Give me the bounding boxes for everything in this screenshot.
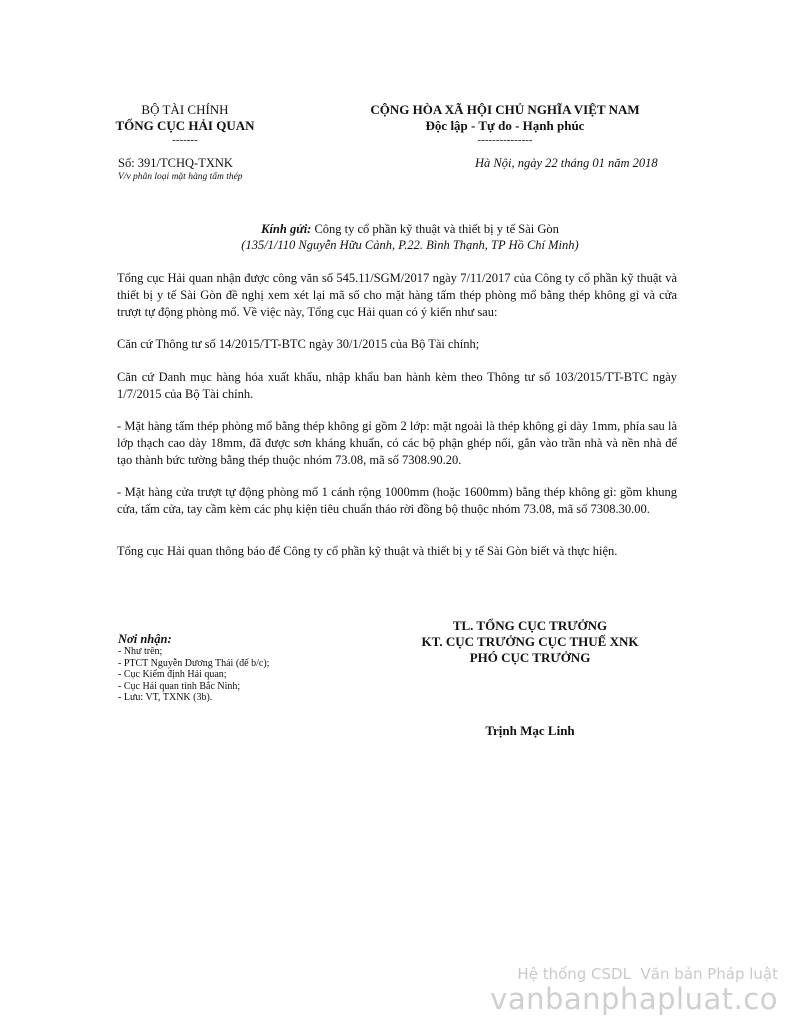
signature-line-2: KT. CỤC TRƯỞNG CỤC THUẾ XNK (421, 634, 639, 649)
paragraph-intro: Tổng cục Hải quan nhận được công văn số 545.11/SGM/2017 ngày 7/11/2017 của Công ty cổ phần kỹ thuật và thiết bị y tế Sài Gòn đề nghị xem xét lại mã số cho mặt hàng tấm thép phòng mổ bằng thép không gỉ và cửa trượt tự động phòng mổ. Về việc này, Tổng cục Hải quan có ý kiến như sau: (117, 271, 677, 319)
header-right (355, 102, 655, 147)
paragraph-item-steel-panel: - Mặt hàng tấm thép phòng mổ bằng thép không gỉ gồm 2 lớp: mặt ngoài là thép không gỉ dày 1mm, phía sau là lớp thạch cao dày 18mm, đã được sơn kháng khuẩn, có các bộ phận ghép nối, gắn vào trần nhà và nền nhà để tạo thành bức tường bằng thép thuộc nhóm 73.08, mã số 7308.90.20. (117, 419, 677, 467)
motto: Độc lập - Tự do - Hạnh phúc (425, 118, 585, 133)
document-subject: V/v phân loại mặt hàng tấm thép (118, 172, 243, 182)
document-number: Số: 391/TCHQ-TXNK (118, 156, 233, 170)
list-item: - Cục Kiểm định Hải quan; (118, 669, 227, 680)
department-name: TỔNG CỤC HẢI QUAN (115, 118, 255, 133)
watermark-line-2: vanbanphapluat.co (490, 982, 778, 1016)
list-item: - Như trên; (118, 646, 163, 657)
header-right-rule: --------------- (477, 134, 533, 146)
watermark-line-1: Hệ thống CSDL Văn bản Pháp luật (517, 965, 778, 983)
paragraph-conclusion: Tổng cục Hải quan thông báo để Công ty cổ phần kỹ thuật và thiết bị y tế Sài Gòn biết và thực hiện. (117, 544, 618, 558)
recipient-name: Công ty cổ phần kỹ thuật và thiết bị y tế Sài Gòn (314, 222, 559, 236)
signature-line-3: PHÓ CỤC TRƯỞNG (469, 650, 591, 665)
place-date: Hà Nội, ngày 22 tháng 01 năm 2018 (475, 156, 658, 170)
signature-block (380, 618, 680, 666)
country-name: CỘNG HÒA XÃ HỘI CHỦ NGHĨA VIỆT NAM (370, 102, 640, 117)
recipients-list (118, 632, 269, 704)
header-left (100, 102, 270, 147)
recipient-label: Kính gửi: (261, 222, 312, 236)
paragraph-item-sliding-door: - Mặt hàng cửa trượt tự động phòng mổ 1 cánh rộng 1000mm (hoặc 1600mm) bằng thép không gỉ: gồm khung cửa, tấm cửa, tay cầm kèm các phụ kiện tiêu chuẩn tháo rời đồng bộ thuộc nhóm 73.08, mã số 7308.30.00. (117, 485, 677, 516)
ministry-name: BỘ TÀI CHÍNH (141, 102, 229, 117)
signature-line-1: TL. TỔNG CỤC TRƯỞNG (452, 618, 608, 633)
recipient-line (150, 222, 670, 237)
header-left-rule: ------- (172, 134, 198, 146)
list-item: - Lưu: VT, TXNK (3b). (118, 692, 213, 703)
signer-name: Trịnh Mạc Linh (485, 723, 575, 738)
paragraph-legal-basis-2: Căn cứ Danh mục hàng hóa xuất khẩu, nhập khẩu ban hành kèm theo Thông tư số 103/2015/TT-BTC ngày 1/7/2015 của Bộ Tài chính. (117, 370, 677, 401)
list-item: - Cục Hải quan tỉnh Bắc Ninh; (118, 680, 241, 692)
paragraph-legal-basis-1: Căn cứ Thông tư số 14/2015/TT-BTC ngày 30/1/2015 của Bộ Tài chính; (117, 337, 480, 351)
recipient-address: (135/1/110 Nguyễn Hữu Cảnh, P.22. Bình Thạnh, TP Hồ Chí Minh) (241, 238, 579, 252)
recipients-title: Nơi nhận: (118, 632, 172, 646)
list-item: - PTCT Nguyễn Dương Thái (để b/c); (118, 657, 270, 669)
